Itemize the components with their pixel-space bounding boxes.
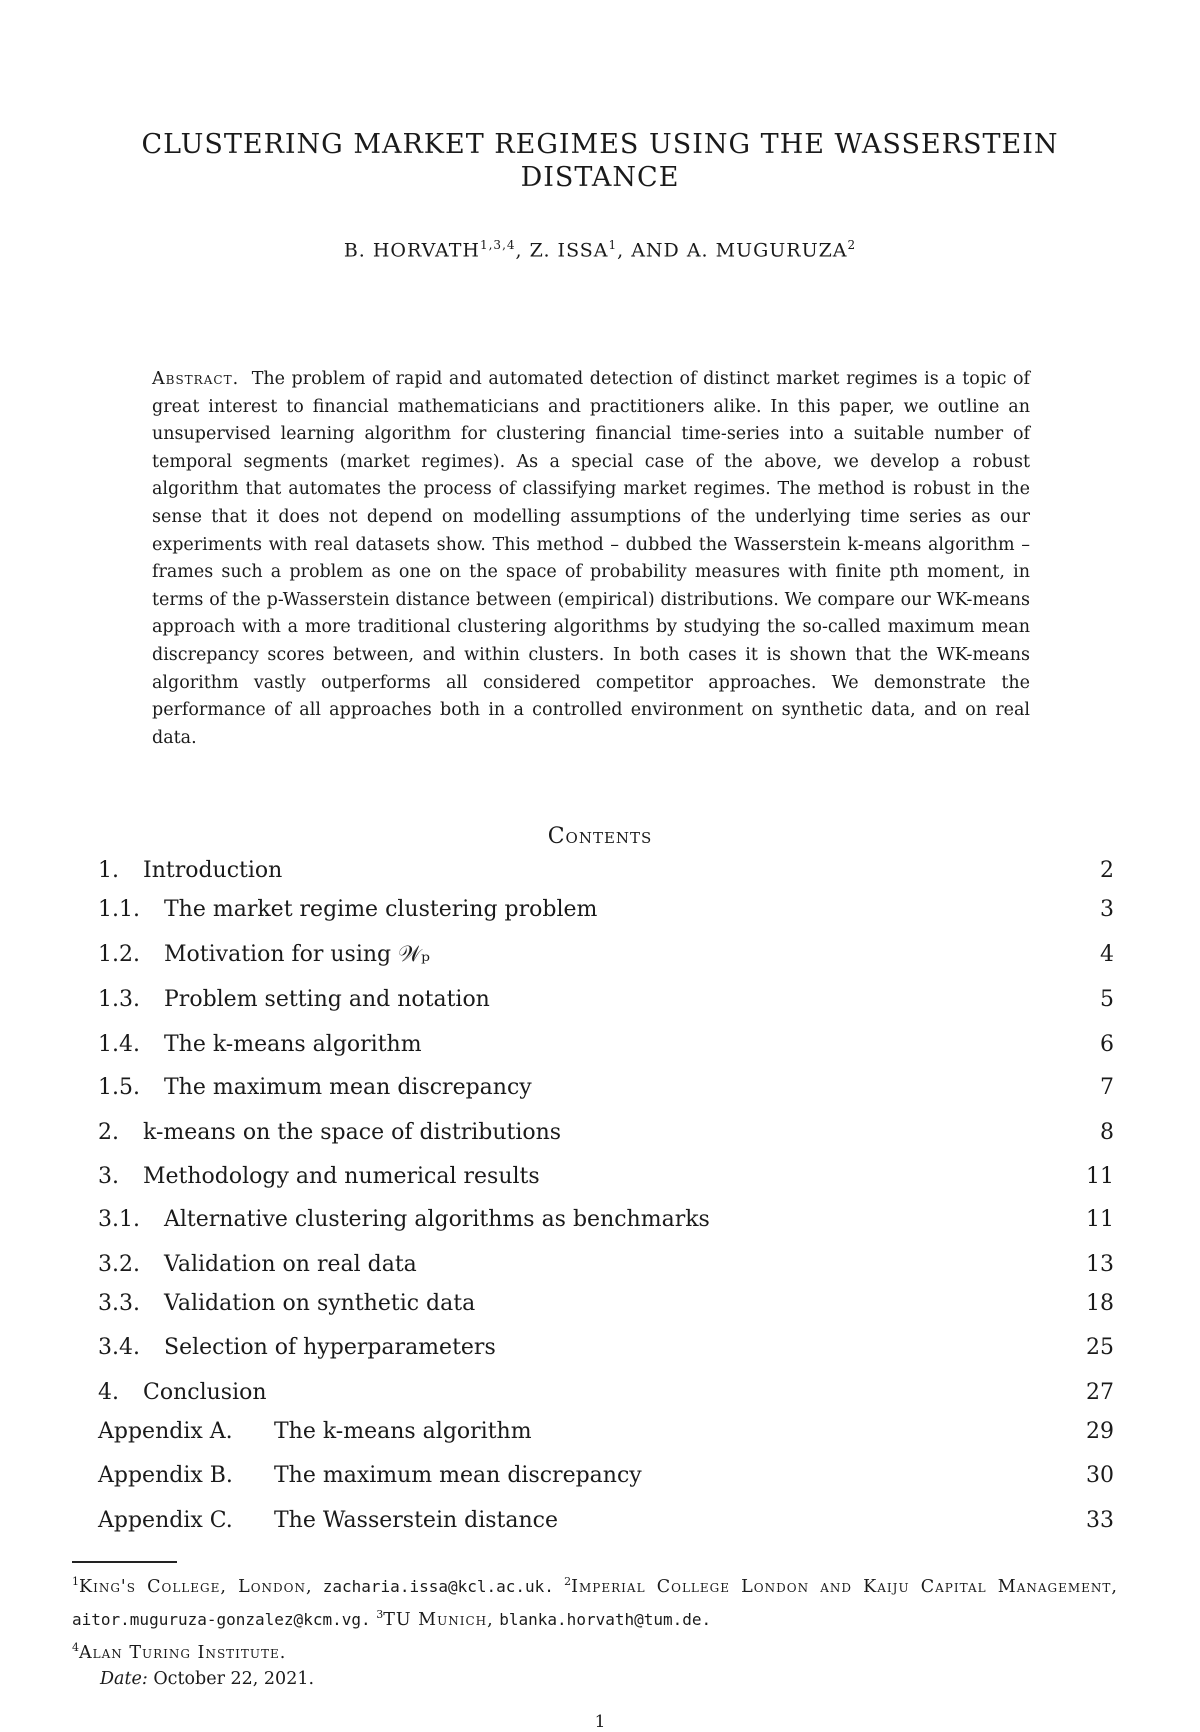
footnote-marker: 3 xyxy=(376,1607,384,1621)
contents-heading: Contents xyxy=(547,824,653,849)
toc-page: 30 xyxy=(1086,1463,1114,1488)
footnote-marker: 2 xyxy=(564,1575,572,1588)
toc-label: Motivation for using 𝒲ₚ xyxy=(164,942,430,967)
toc-page: 3 xyxy=(1100,897,1114,922)
toc-page: 13 xyxy=(1086,1252,1114,1277)
toc-label: Validation on real data xyxy=(164,1252,417,1277)
toc-entry[interactable] xyxy=(98,940,1114,970)
toc-number: 3.3. xyxy=(98,1291,140,1316)
toc-entry[interactable] xyxy=(98,1289,1114,1319)
toc-page: 2 xyxy=(1100,858,1114,883)
toc-entry[interactable] xyxy=(98,1162,1114,1192)
toc-entry[interactable] xyxy=(98,1378,1114,1408)
toc-page: 8 xyxy=(1100,1120,1114,1145)
toc-page: 25 xyxy=(1086,1335,1114,1360)
toc-page: 7 xyxy=(1100,1075,1114,1100)
abstract-label: Abstract. xyxy=(152,369,240,389)
affiliation-tum: TU Munich, xyxy=(383,1609,494,1630)
abstract xyxy=(152,366,1030,752)
footnote-rule xyxy=(72,1561,177,1563)
toc-page: 5 xyxy=(1100,987,1114,1012)
email-horvath[interactable]: blanka.horvath@tum.de. xyxy=(499,1609,712,1629)
date-label: Date: xyxy=(100,1669,148,1690)
toc-number: 3.4. xyxy=(98,1335,140,1360)
abstract-text: The problem of rapid and automated detection of distinct market regimes is a topic of great interest to financial mathematicians and practitioners alike. In this paper, we outline an unsupervised learning algorithm for clustering financial time-series into a suitable number of temporal segments (market regimes). As a special case of the above, we develop a robust algorithm that automates the process of classifying market regimes. The method is robust in the sense that it does not depend on modelling assumptions of the underlying time series as our experiments with real datasets show. This method – dubbed the Wasserstein k-means algorithm – frames such a problem as one on the space of probability measures with finite pth moment, in terms of the p-Wasserstein distance between (empirical) distributions. We compare our WK-means approach with a more traditional clustering algorithms by studying the so-called maximum mean discrepancy scores between, and within clusters. In both cases it is shown that the WK-means algorithm vastly outperforms all considered competitor approaches. We demonstrate the performance of all approaches both in a controlled environment on synthetic data, and on real data. xyxy=(152,369,1030,748)
toc-label: The market regime clustering problem xyxy=(164,897,598,922)
toc-label: k-means on the space of distributions xyxy=(143,1120,562,1145)
email-muguruza[interactable]: aitor.muguruza-gonzalez@kcm.vg. xyxy=(72,1609,371,1629)
author-issa: , Z. ISSA xyxy=(515,239,609,262)
toc-number: 3. xyxy=(98,1164,119,1189)
toc-label: Methodology and numerical results xyxy=(143,1164,540,1189)
affiliation-kcl: King's College, London, xyxy=(79,1576,313,1597)
toc-page: 27 xyxy=(1086,1380,1114,1405)
toc-entry[interactable] xyxy=(98,1073,1114,1103)
footnotes xyxy=(72,1568,1118,1693)
toc-entry[interactable] xyxy=(98,985,1114,1015)
toc-number: 2. xyxy=(98,1120,119,1145)
toc-page: 29 xyxy=(1086,1419,1114,1444)
affiliation-imperial-kaiju: Imperial College London and Kaiju Capital Management, xyxy=(571,1576,1118,1597)
paper-title xyxy=(0,128,1200,194)
toc-number: 1.1. xyxy=(98,897,140,922)
toc-number: 4. xyxy=(98,1380,119,1405)
email-issa[interactable]: zacharia.issa@kcl.ac.uk. xyxy=(322,1576,554,1596)
affiliations xyxy=(72,1568,1118,1666)
date-line xyxy=(72,1666,1118,1693)
affiliation-turing: Alan Turing Institute. xyxy=(79,1642,287,1663)
author-horvath-affil: 1,3,4 xyxy=(479,238,516,252)
toc-entry[interactable] xyxy=(98,1333,1114,1363)
toc-page: 18 xyxy=(1086,1291,1114,1316)
toc-page: 11 xyxy=(1086,1164,1114,1189)
footnote-marker: 1 xyxy=(72,1575,79,1588)
toc-number: 1. xyxy=(98,858,119,883)
toc-label: The k-means algorithm xyxy=(274,1419,532,1444)
footnote-marker: 4 xyxy=(72,1640,79,1654)
toc-entry[interactable] xyxy=(98,1205,1114,1235)
author-line xyxy=(0,238,1200,261)
author-muguruza-affil: 2 xyxy=(847,238,857,252)
toc-entry[interactable] xyxy=(98,1506,1114,1536)
toc-number: Appendix A. xyxy=(98,1419,233,1444)
toc-number: 3.1. xyxy=(98,1207,140,1232)
toc-entry[interactable] xyxy=(98,1250,1114,1280)
toc-number: Appendix C. xyxy=(98,1508,233,1533)
toc-page: 33 xyxy=(1086,1508,1114,1533)
title-line-1: CLUSTERING MARKET REGIMES USING THE WASSERSTEIN xyxy=(141,129,1059,160)
title-line-2: DISTANCE xyxy=(520,162,680,193)
toc-entry[interactable] xyxy=(98,1461,1114,1491)
toc-label: Selection of hyperparameters xyxy=(164,1335,496,1360)
toc-label: Alternative clustering algorithms as benchmarks xyxy=(164,1207,710,1232)
toc-label: The maximum mean discrepancy xyxy=(164,1075,532,1100)
toc-number: 1.4. xyxy=(98,1032,140,1057)
author-horvath: B. HORVATH xyxy=(343,239,480,262)
toc-entry[interactable] xyxy=(98,1417,1114,1447)
toc-entry[interactable] xyxy=(98,895,1114,925)
toc-entry[interactable] xyxy=(98,1030,1114,1060)
toc-label: Validation on synthetic data xyxy=(164,1291,476,1316)
toc-label: Introduction xyxy=(143,858,283,883)
toc-label: The k-means algorithm xyxy=(164,1032,422,1057)
toc-entry[interactable] xyxy=(98,856,1114,886)
toc-page: 11 xyxy=(1086,1207,1114,1232)
author-muguruza: , AND A. MUGURUZA xyxy=(617,239,848,262)
date-value: October 22, 2021. xyxy=(153,1669,315,1690)
toc-entry[interactable] xyxy=(98,1118,1114,1148)
toc-label: The maximum mean discrepancy xyxy=(274,1463,642,1488)
toc-label: Conclusion xyxy=(143,1380,267,1405)
toc-label: Problem setting and notation xyxy=(164,987,490,1012)
toc-number: 1.5. xyxy=(98,1075,140,1100)
toc-page: 6 xyxy=(1100,1032,1114,1057)
toc-number: 3.2. xyxy=(98,1252,140,1277)
toc-number: 1.2. xyxy=(98,942,140,967)
toc-label: The Wasserstein distance xyxy=(274,1508,559,1533)
toc-number: Appendix B. xyxy=(98,1463,233,1488)
toc-page: 4 xyxy=(1100,942,1114,967)
page-number: 1 xyxy=(594,1712,606,1732)
toc-number: 1.3. xyxy=(98,987,140,1012)
author-issa-affil: 1 xyxy=(608,238,618,252)
